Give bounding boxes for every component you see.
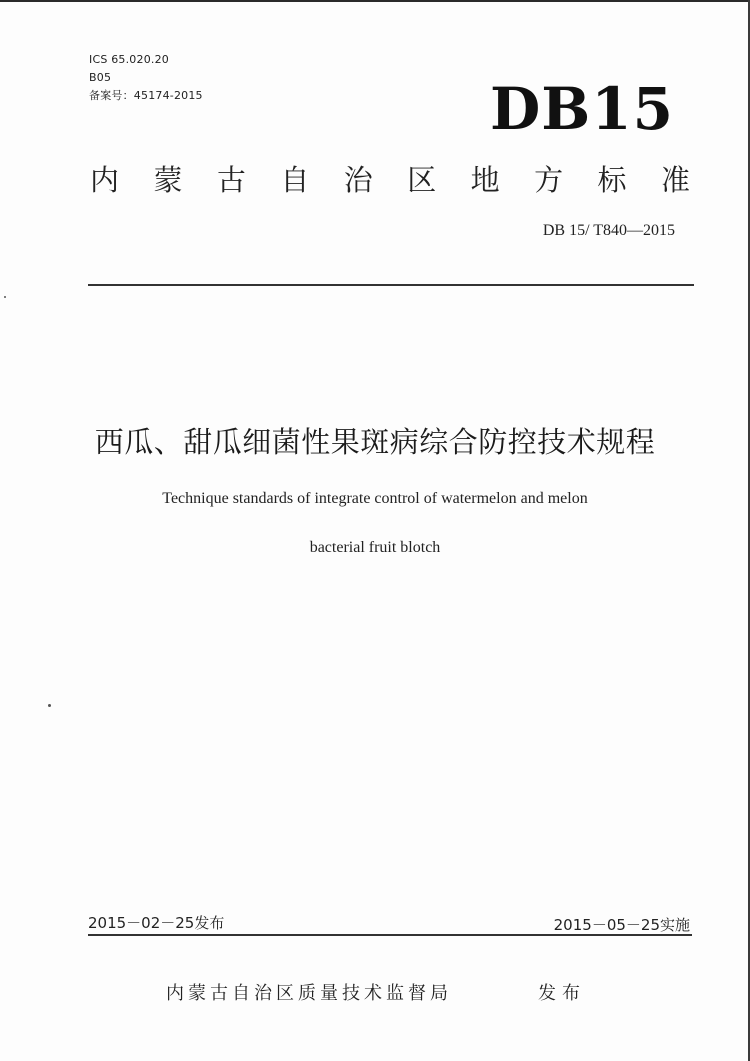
standard-type-char: 古 <box>216 163 246 197</box>
scan-edge-top <box>0 0 750 2</box>
standard-number: DB 15/ T840—2015 <box>542 222 675 239</box>
title-chinese: 西瓜、甜瓜细菌性果斑病综合防控技术规程 <box>94 425 656 459</box>
standard-type-char: 自 <box>280 163 310 197</box>
scan-speck <box>48 704 51 707</box>
standard-type-char: 准 <box>660 163 690 197</box>
ics-code: ICS 65.020.20 <box>89 53 169 66</box>
db-code-heading: DB15 <box>489 75 674 143</box>
implementation-date: 2015－05－25实施 <box>553 916 690 934</box>
bottom-divider <box>88 934 692 936</box>
issue-date: 2015－02－25发布 <box>88 914 225 932</box>
standard-type-heading <box>90 158 690 202</box>
title-english-line1: Technique standards of integrate control of watermelon and melon <box>162 490 588 507</box>
issuing-authority: 内蒙古自治区质量技术监督局 <box>166 983 452 1004</box>
title-english-line2: bacterial fruit blotch <box>309 539 441 556</box>
standard-type-char: 蒙 <box>153 163 183 197</box>
record-number: 备案号：45174-2015 <box>89 89 203 102</box>
ccs-code: B05 <box>89 71 112 84</box>
scan-speck <box>4 296 6 298</box>
standard-type-char: 方 <box>534 163 564 197</box>
standard-type-char: 标 <box>597 163 627 197</box>
issue-label: 发布 <box>538 983 586 1004</box>
standard-type-char: 内 <box>90 163 120 197</box>
standard-type-char: 区 <box>407 163 437 197</box>
top-divider <box>88 284 694 286</box>
standard-type-char: 治 <box>343 163 373 197</box>
standard-type-char: 地 <box>470 163 500 197</box>
